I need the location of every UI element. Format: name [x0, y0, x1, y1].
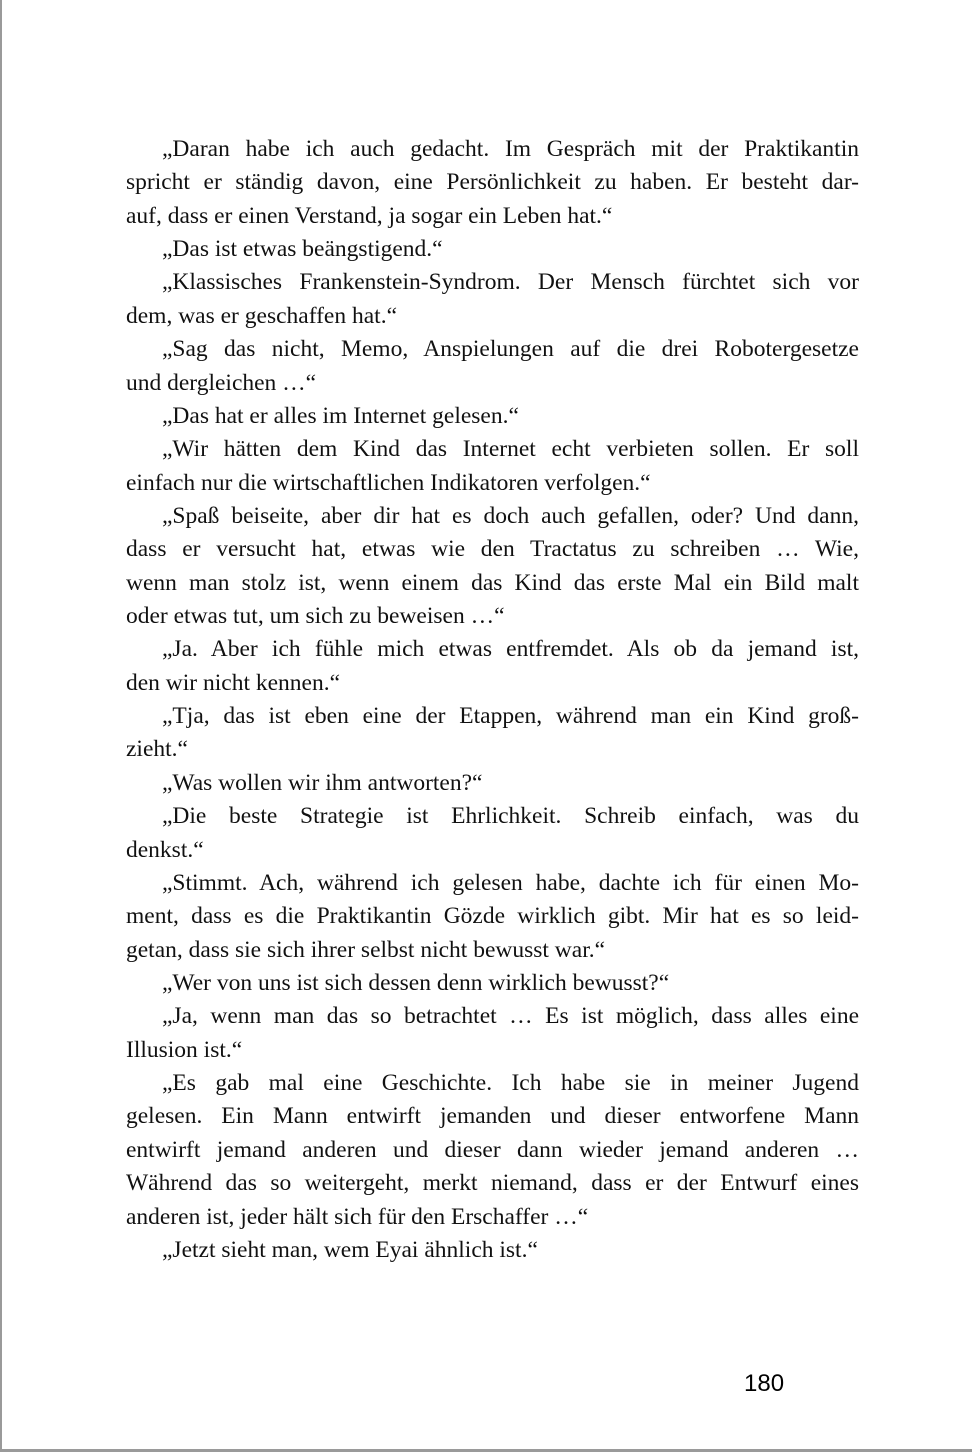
text-line: anderen ist, jeder hält sich für den Erschaffer …“	[126, 1203, 589, 1230]
text-line: dem, was er geschaffen hat.“	[126, 302, 397, 329]
text-line: spricht er ständig davon, eine Persönlichkeit zu haben. Er besteht dar-	[126, 169, 859, 196]
text-line: gelesen. Ein Mann entwirft jemanden und dieser entworfene Mann	[126, 1103, 859, 1130]
paragraph	[126, 133, 859, 233]
paragraph	[126, 333, 859, 400]
text-line: und dergleichen …“	[126, 369, 317, 396]
paragraph	[126, 233, 859, 266]
text-line: „Klassisches Frankenstein-Syndrom. Der Mensch fürchtet sich vor	[162, 269, 859, 296]
paragraph	[126, 500, 859, 633]
paragraph	[126, 433, 859, 500]
text-line: ment, dass es die Praktikantin Gözde wirklich gibt. Mir hat es so leid-	[126, 903, 859, 930]
text-line: Illusion ist.“	[126, 1036, 243, 1063]
text-line: den wir nicht kennen.“	[126, 669, 341, 696]
text-line: „Wir hätten dem Kind das Internet echt verbieten sollen. Er soll	[162, 436, 859, 463]
text-line: „Das hat er alles im Internet gelesen.“	[162, 402, 519, 429]
text-line: „Ja. Aber ich fühle mich etwas entfremdet. Als ob da jemand ist,	[162, 636, 859, 663]
paragraph	[126, 1000, 859, 1067]
text-line: „Es gab mal eine Geschichte. Ich habe sie in meiner Jugend	[162, 1070, 859, 1097]
text-line: getan, dass sie sich ihrer selbst nicht bewusst war.“	[126, 936, 606, 963]
page-number: 180	[744, 1370, 785, 1397]
paragraph	[126, 1067, 859, 1234]
body-text	[126, 133, 859, 1267]
text-line: „Was wollen wir ihm antworten?“	[162, 769, 483, 796]
text-line: zieht.“	[126, 736, 188, 763]
paragraph	[126, 800, 859, 867]
text-line: wenn man stolz ist, wenn einem das Kind das erste Mal ein Bild malt	[126, 569, 859, 596]
paragraph	[126, 400, 859, 433]
paragraph	[126, 266, 859, 333]
text-line: „Ja, wenn man das so betrachtet … Es ist möglich, dass alles eine	[162, 1003, 859, 1030]
paragraph	[126, 1234, 859, 1267]
text-line: „Daran habe ich auch gedacht. Im Gespräch mit der Praktikantin	[162, 136, 859, 162]
text-line: „Wer von uns ist sich dessen denn wirklich bewusst?“	[162, 969, 670, 996]
text-line: oder etwas tut, um sich zu beweisen …“	[126, 603, 505, 630]
paragraph	[126, 967, 859, 1000]
text-line: entwirft jemand anderen und dieser dann wieder jemand anderen …	[126, 1136, 859, 1163]
text-line: einfach nur die wirtschaftlichen Indikatoren verfolgen.“	[126, 469, 651, 496]
text-line: „Sag das nicht, Memo, Anspielungen auf die drei Robotergesetze	[162, 336, 859, 363]
text-line: „Stimmt. Ach, während ich gelesen habe, dachte ich für einen Mo-	[162, 869, 859, 896]
text-line: „Tja, das ist eben eine der Etappen, während man ein Kind groß-	[162, 703, 859, 730]
paragraph	[126, 633, 859, 700]
text-line: „Jetzt sieht man, wem Eyai ähnlich ist.“	[162, 1236, 538, 1263]
text-line: dass er versucht hat, etwas wie den Tractatus zu schreiben … Wie,	[126, 536, 859, 563]
text-line: Während das so weitergeht, merkt niemand, dass er der Entwurf eines	[126, 1170, 859, 1197]
text-line: „Das ist etwas beängstigend.“	[162, 236, 443, 263]
text-line: denkst.“	[126, 836, 204, 863]
paragraph	[126, 767, 859, 800]
text-line: „Spaß beiseite, aber dir hat es doch auch gefallen, oder? Und dann,	[162, 502, 859, 529]
paragraph	[126, 867, 859, 967]
text-line: „Die beste Strategie ist Ehrlichkeit. Schreib einfach, was du	[162, 803, 859, 830]
paragraph	[126, 700, 859, 767]
text-line: auf, dass er einen Verstand, ja sogar ein Leben hat.“	[126, 202, 613, 229]
